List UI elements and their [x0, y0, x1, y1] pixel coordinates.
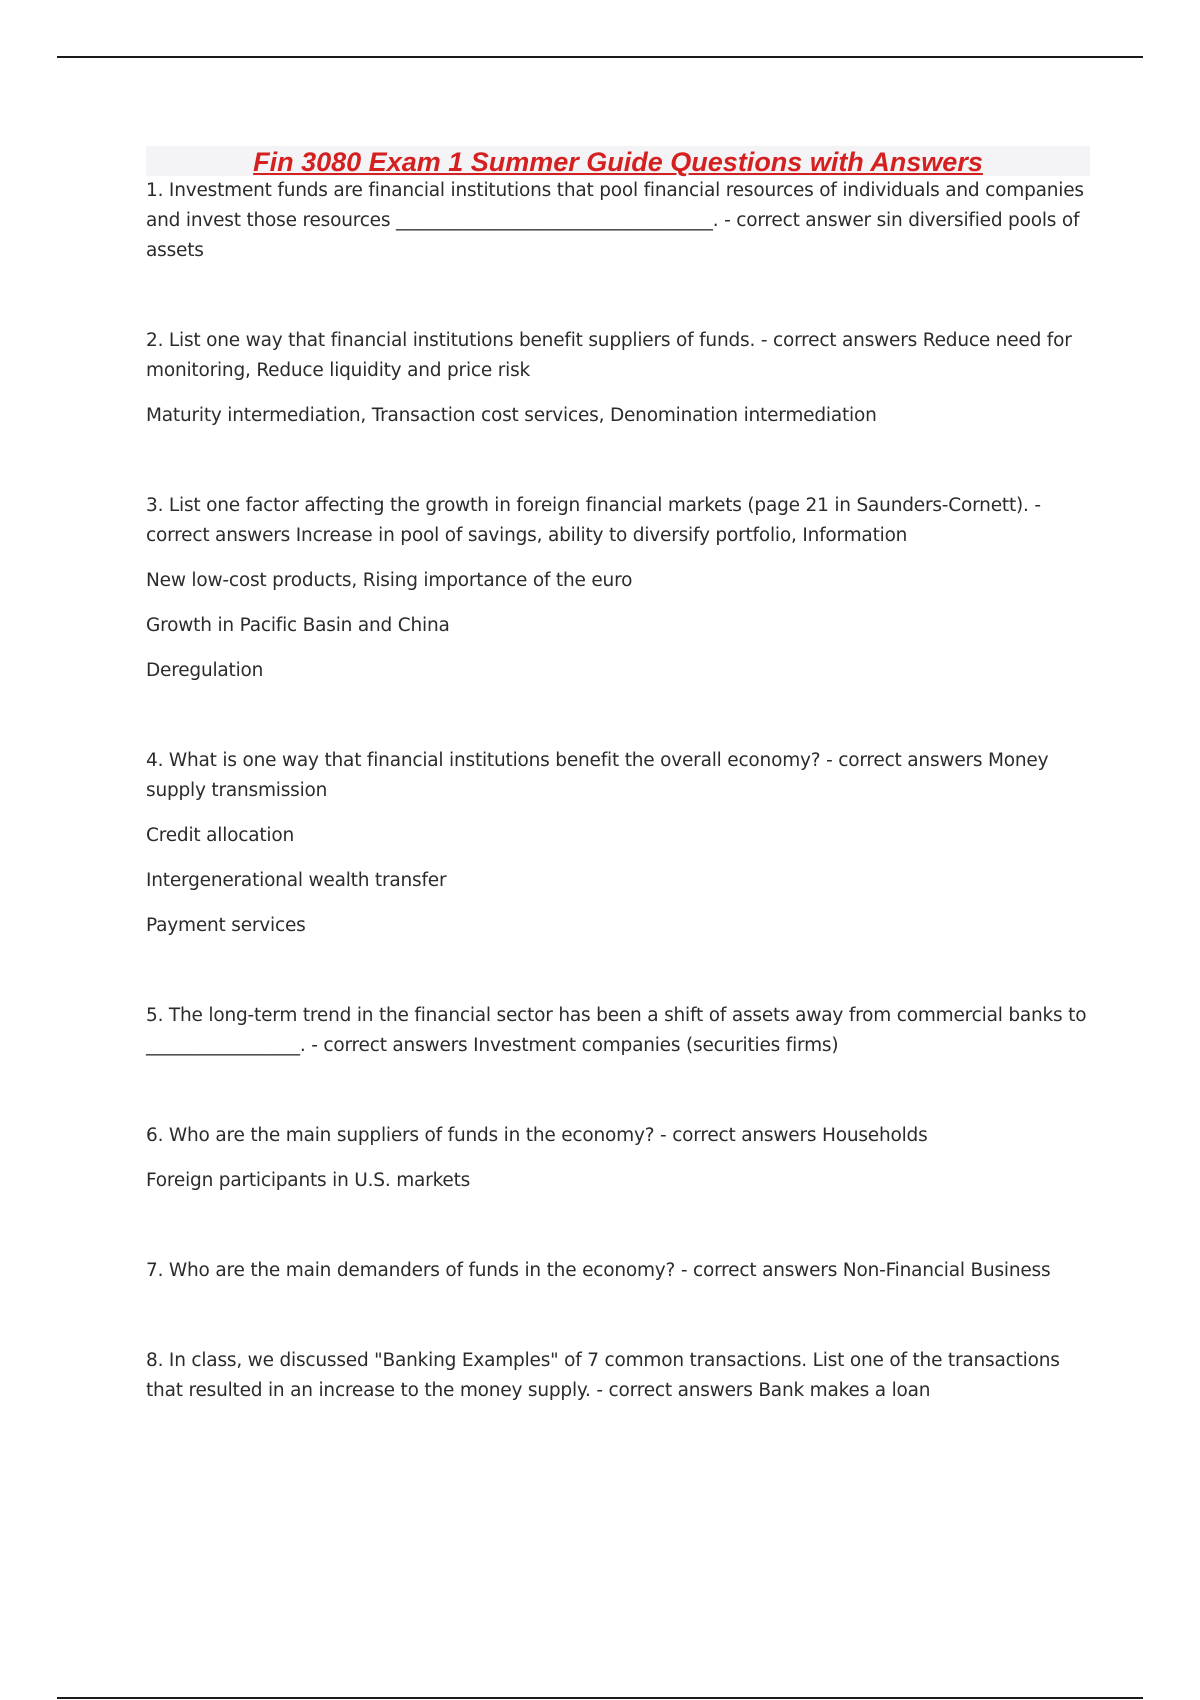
question-2-answer-line: Maturity intermediation, Transaction cost services, Denomination intermediation — [146, 405, 877, 426]
document-body — [146, 176, 1090, 1406]
question-4-answer-line: Intergenerational wealth transfer — [146, 870, 447, 891]
question-4 — [146, 746, 1090, 941]
top-rule — [57, 56, 1143, 58]
question-6-text: 6. Who are the main suppliers of funds in the economy? - correct answers Households — [146, 1125, 928, 1146]
question-7-text: 7. Who are the main demanders of funds in the economy? - correct answers Non-Financial Business — [146, 1260, 1051, 1281]
question-7 — [146, 1256, 1090, 1286]
question-3-answer-line: Growth in Pacific Basin and China — [146, 615, 450, 636]
question-6-answer-line: Foreign participants in U.S. markets — [146, 1170, 471, 1191]
question-4-answer-line: Payment services — [146, 915, 306, 936]
question-5-text: 5. The long-term trend in the financial sector has been a shift of assets away from commercial banks to _________________. - correct answers Investment companies (securities firms) — [146, 1005, 1087, 1056]
bottom-rule — [57, 1697, 1143, 1699]
question-4-answer-line: Credit allocation — [146, 825, 294, 846]
question-3-text: 3. List one factor affecting the growth in foreign financial markets (page 21 in Saunders-Cornett). - correct answers Increase in pool of savings, ability to diversify portfolio, Information — [146, 495, 1041, 546]
question-3-answer-line: New low-cost products, Rising importance of the euro — [146, 570, 633, 591]
question-3 — [146, 491, 1090, 686]
question-1-text: 1. Investment funds are financial institutions that pool financial resources of individuals and companies and invest those resources ___________________________________. - correct answer sin diversified pools of assets — [146, 180, 1084, 261]
question-5 — [146, 1001, 1090, 1061]
question-4-text: 4. What is one way that financial institutions benefit the overall economy? - correct answers Money supply transmission — [146, 750, 1049, 801]
question-2-text: 2. List one way that financial institutions benefit suppliers of funds. - correct answers Reduce need for monitoring, Reduce liquidity and price risk — [146, 330, 1072, 381]
question-6 — [146, 1121, 1090, 1196]
question-8-text: 8. In class, we discussed "Banking Examples" of 7 common transactions. List one of the transactions that resulted in an increase to the money supply. - correct answers Bank makes a loan — [146, 1350, 1060, 1401]
document-title: Fin 3080 Exam 1 Summer Guide Questions with Answers — [253, 147, 983, 177]
question-2 — [146, 326, 1090, 431]
question-8 — [146, 1346, 1090, 1406]
question-1 — [146, 176, 1090, 266]
question-3-answer-line: Deregulation — [146, 660, 264, 681]
